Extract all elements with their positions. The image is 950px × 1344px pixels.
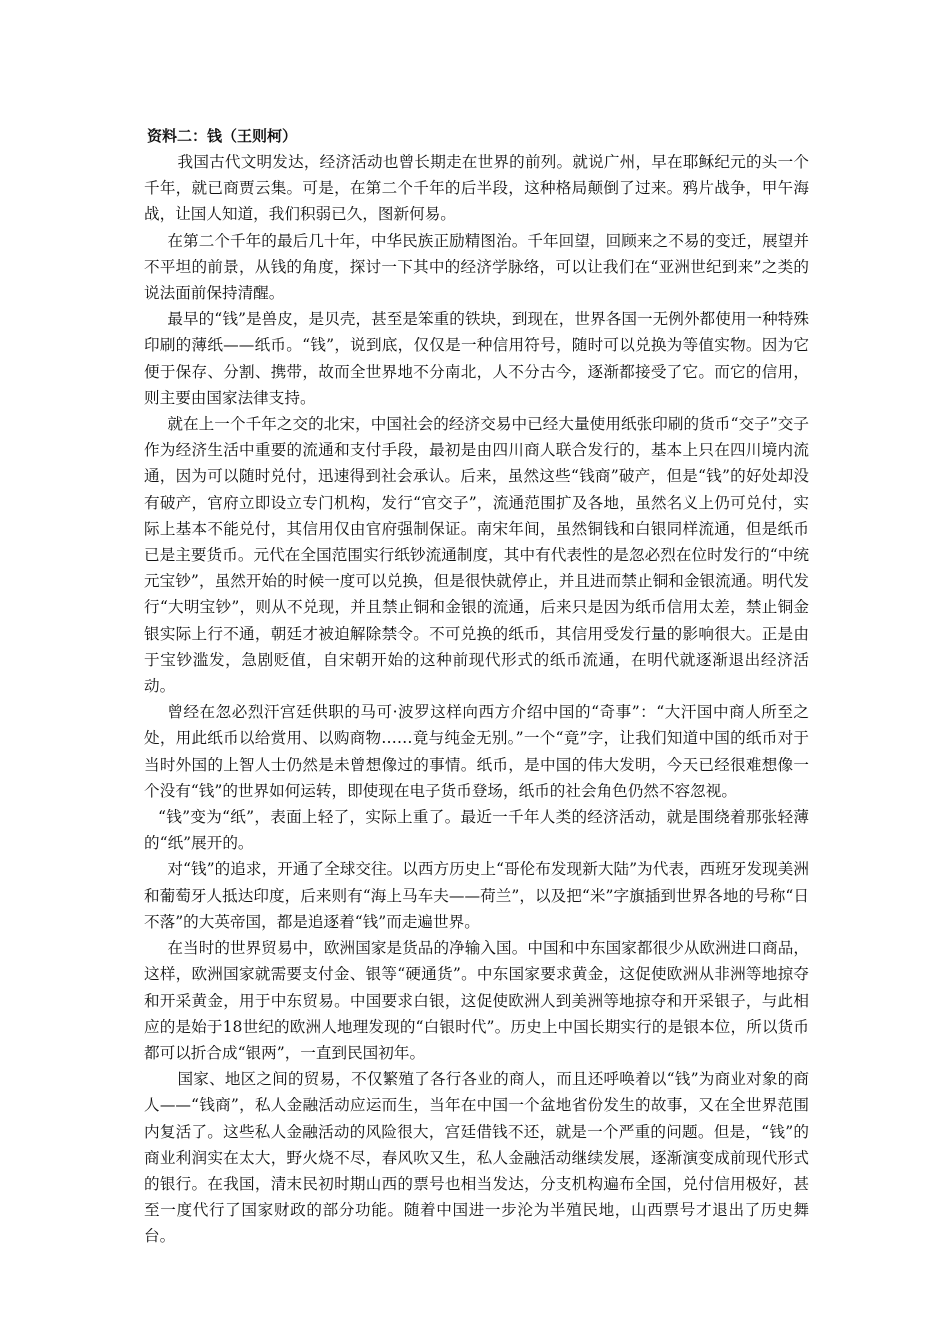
document-page — [144, 123, 809, 1250]
paragraph-6: “钱”变为“纸”，表面上轻了，实际上重了。最近一千年人类的经济活动，就是围绕着那张轻薄的“纸”展开的。 — [144, 808, 809, 853]
paragraph-3: 最早的“钱”是兽皮，是贝壳，甚至是笨重的铁块，到现在，世界各国一无例外都使用一种特殊印刷的薄纸——纸币。“钱”，说到底，仅仅是一种信用符号，随时可以兑换为等值实物。因为它便于保存、分割、携带，故而全世界地不分南北，人不分古今，逐渐都接受了它。而它的信用，则主要由国家法律支持。 — [144, 310, 809, 407]
paragraph-9: 国家、地区之间的贸易，不仅繁殖了各行各业的商人，而且还呼唤着以“钱”为商业对象的商人——“钱商”，私人金融活动应运而生，当年在中国一个盆地省份发生的故事，又在全世界范围内复活了。这些私人金融活动的风险很大，宫廷借钱不还，就是一个严重的问题。但是，“钱”的商业利润实在太大，野火烧不尽，春风吹又生，私人金融活动继续发展，逐渐演变成前现代形式的银行。在我国，清末民初时期山西的票号也相当发达，分支机构遍布全国，兑付信用极好，甚至一度代行了国家财政的部分功能。随着中国进一步沦为半殖民地，山西票号才退出了历史舞台。 — [144, 1070, 809, 1246]
document-title: 资料二：钱（王则柯） — [147, 127, 298, 145]
paragraph-2: 在第二个千年的最后几十年，中华民族正励精图治。千年回望，回顾来之不易的变迁，展望并不平坦的前景，从钱的角度，探讨一下其中的经济学脉络，可以让我们在“亚洲世纪到来”之类的说法面前保持清醒。 — [144, 231, 809, 303]
paragraph-1: 我国古代文明发达，经济活动也曾长期走在世界的前列。就说广州，早在耶稣纪元的头一个千年，就已商贾云集。可是，在第二个千年的后半段，这种格局颠倒了过来。鸦片战争，甲午海战，让国人知道，我们积弱已久，图新何易。 — [144, 153, 809, 224]
paragraph-4: 就在上一个千年之交的北宋，中国社会的经济交易中已经大量使用纸张印刷的货币“交子”交子作为经济生活中重要的流通和支付手段，最初是由四川商人联合发行的，基本上只在四川境内流通，因为可以随时兑付，迅速得到社会承认。后来，虽然这些“钱商”破产，但是“钱”的好处却没有破产，官府立即设立专门机构，发行“官交子”，流通范围扩及各地，虽然名义上仍可兑付，实际上基本不能兑付，其信用仅由官府强制保证。南宋年间，虽然铜钱和白银同样流通，但是纸币已是主要货币。元代在全国范围实行纸钞流通制度，其中有代表性的是忽必烈在位时发行的“中统元宝钞”，虽然开始的时候一度可以兑换，但是很快就停止，并且进而禁止铜和金银流通。明代发行“大明宝钞”，则从不兑现，并且禁止铜和金银的流通，后来只是因为纸币信用太差，禁止铜金银实际上行不通，朝廷才被迫解除禁令。不可兑换的纸币，其信用受发行量的影响很大。正是由于宝钞滥发，急剧贬值，自宋朝开始的这种前现代形式的纸币流通，在明代就逐渐退出经济活动。 — [144, 415, 809, 696]
paragraph-7: 对“钱”的追求，开通了全球交往。以西方历史上“哥伦布发现新大陆”为代表，西班牙发现美洲和葡萄牙人抵达印度，后来则有“海上马车夫——荷兰”，以及把“米”字旗插到世界各地的号称“日不落”的大英帝国，都是追逐着“钱”而走遍世界。 — [144, 860, 809, 931]
paragraph-8: 在当时的世界贸易中，欧洲国家是货品的净输入国。中国和中东国家都很少从欧洲进口商品，这样，欧洲国家就需要支付金、银等“硬通货”。中东国家要求黄金，这促使欧洲从非洲等地掠夺和开采黄金，用于中东贸易。中国要求白银，这促使欧洲人到美洲等地掠夺和开采银子，与此相应的是始于18世纪的欧洲人地理发现的“白银时代”。历史上中国长期实行的是银本位，所以货币都可以折合成“银两”，一直到民国初年。 — [144, 939, 809, 1062]
paragraph-5: 曾经在忽必烈汗宫廷供职的马可·波罗这样向西方介绍中国的“奇事”：“大汗国中商人所至之处，用此纸币以给赏用、以购商物……竟与纯金无别。”一个“竟”字，让我们知道中国的纸币对于当时外国的上智人士仍然是未曾想像过的事情。纸币，是中国的伟大发明，今天已经很难想像一个没有“钱”的世界如何运转，即使现在电子货币登场，纸币的社会角色仍然不容忽视。 — [144, 703, 809, 800]
